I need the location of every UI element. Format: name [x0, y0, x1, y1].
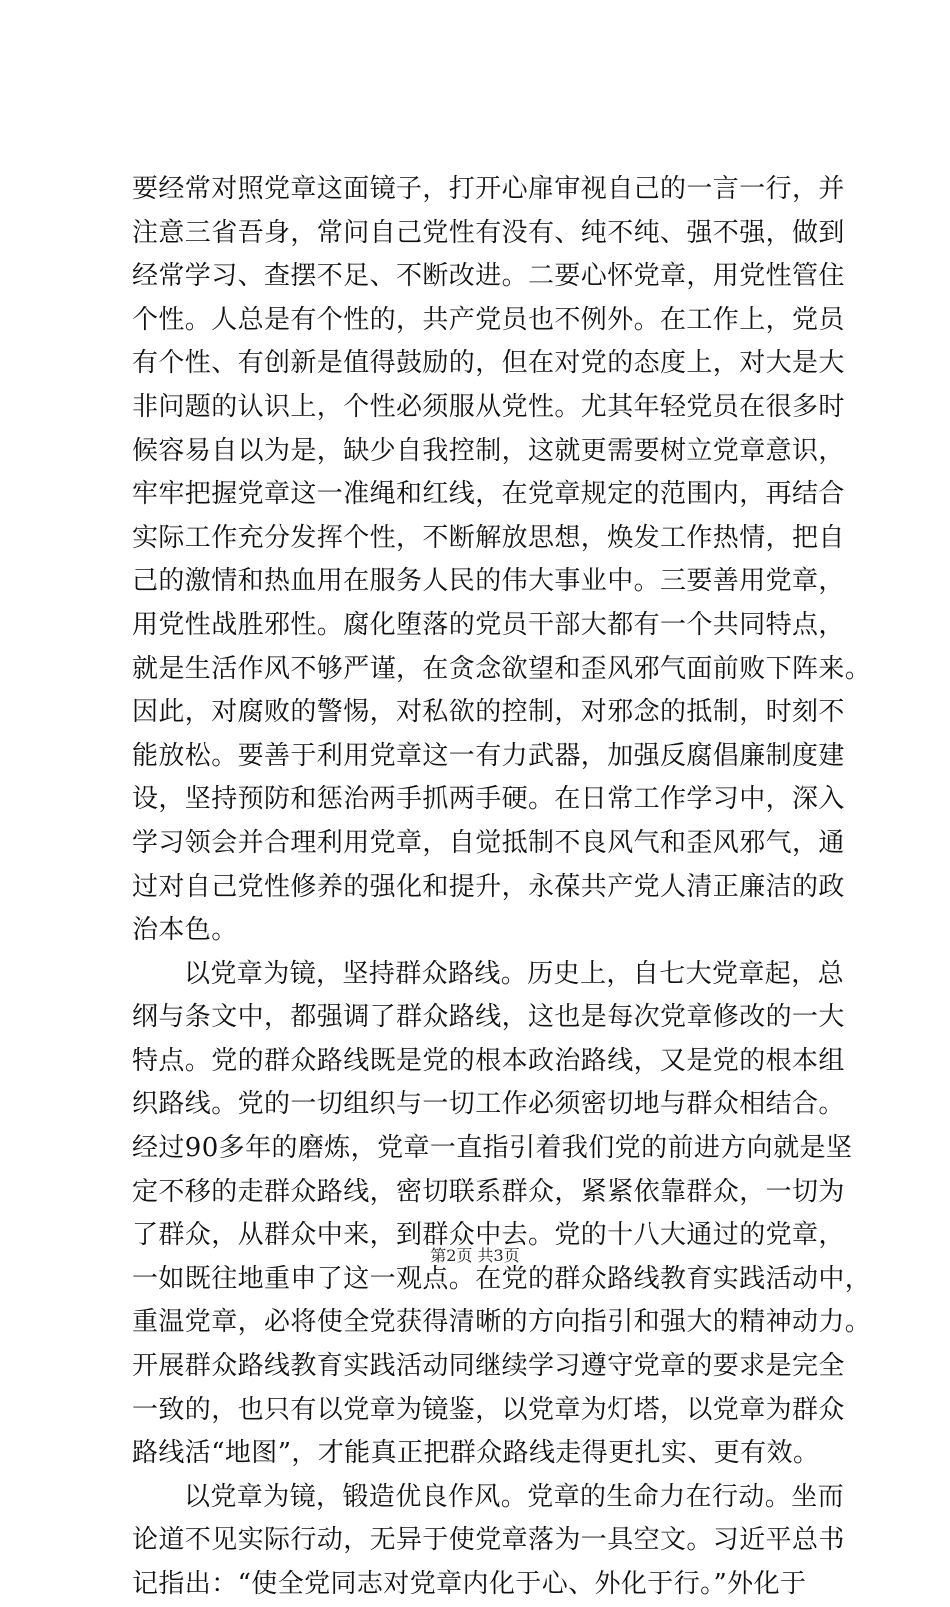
text-line: 定不移的走群众路线，密切联系群众，紧紧依靠群众，一切为: [132, 1176, 845, 1207]
text-line: 因此，对腐败的警惕，对私欲的控制，对邪念的抵制，时刻不: [132, 697, 845, 728]
text-line: 路线活“地图”，才能真正把群众路线走得更扎实、更有效。: [132, 1438, 820, 1469]
text-line: 经过90多年的磨炼，党章一直指引着我们党的前进方向就是坚: [132, 1133, 853, 1164]
text-line: 一致的，也只有以党章为镜鉴，以党章为灯塔，以党章为群众: [132, 1394, 845, 1425]
text-line: 论道不见实际行动，无异于使党章落为一具空文。习近平总书: [132, 1525, 845, 1556]
text-line: 特点。党的群众路线既是党的根本政治路线，又是党的根本组: [132, 1045, 845, 1076]
body-text: [132, 168, 872, 1607]
text-line: 织路线。党的一切组织与一切工作必须密切地与群众相结合。: [132, 1089, 845, 1120]
text-line: 非问题的认识上，个性必须服从党性。尤其年轻党员在很多时: [132, 391, 845, 422]
text-line: 个性。人总是有个性的，共产党员也不例外。在工作上，党员: [132, 304, 845, 335]
text-line: 要经常对照党章这面镜子，打开心扉审视自己的一言一行，并: [132, 174, 845, 204]
text-line: 过对自己党性修养的强化和提升，永葆共产党人清正廉洁的政: [132, 871, 845, 902]
text-line: 有个性、有创新是值得鼓励的，但在对党的态度上，对大是大: [132, 348, 845, 379]
text-line: 经常学习、查摆不足、不断改进。二要心怀党章，用党性管住: [132, 261, 845, 292]
text-line: 纲与条文中，都强调了群众路线，这也是每次党章修改的一大: [132, 1002, 845, 1033]
text-line: 一如既往地重申了这一观点。在党的群众路线教育实践活动中，: [132, 1263, 872, 1294]
text-line: 候容易自以为是，缺少自我控制，这就更需要树立党章意识，: [132, 435, 845, 466]
text-line: 实际工作充分发挥个性，不断解放思想，焕发工作热情，把自: [132, 522, 845, 553]
text-line: 记指出：“使全党同志对党章内化于心、外化于行。”外化于: [132, 1569, 807, 1599]
text-line: 开展群众路线教育实践活动同继续学习遵守党章的要求是完全: [132, 1351, 845, 1382]
text-line: 己的激情和热血用在服务人民的伟大事业中。三要善用党章，: [132, 566, 845, 597]
page-number-label: 第2页 共3页: [430, 1246, 520, 1265]
text-line: 了群众，从群众中来，到群众中去。党的十八大通过的党章，: [132, 1220, 845, 1251]
text-line: 就是生活作风不够严谨，在贪念欲望和歪风邪气面前败下阵来。: [132, 653, 872, 684]
text-line: 设，坚持预防和惩治两手抓两手硬。在日常工作学习中，深入: [132, 784, 845, 815]
paragraph-start-line: 以党章为镜，锻造优良作风。党章的生命力在行动。坐而: [184, 1481, 845, 1512]
text-line: 用党性战胜邪性。腐化堕落的党员干部大都有一个共同特点，: [132, 609, 845, 640]
text-line: 学习领会并合理利用党章，自觉抵制不良风气和歪风邪气，通: [132, 827, 845, 858]
page-footer: [0, 1246, 950, 1266]
text-line: 治本色。: [132, 915, 238, 946]
text-line: 注意三省吾身，常问自己党性有没有、纯不纯、强不强，做到: [132, 217, 845, 248]
text-line: 能放松。要善于利用党章这一有力武器，加强反腐倡廉制度建: [132, 740, 845, 771]
paragraph-start-line: 以党章为镜，坚持群众路线。历史上，自七大党章起，总: [184, 958, 845, 989]
text-line: 牢牢把握党章这一准绳和红线，在党章规定的范围内，再结合: [132, 479, 845, 510]
text-line: 重温党章，必将使全党获得清晰的方向指引和强大的精神动力。: [132, 1307, 872, 1338]
